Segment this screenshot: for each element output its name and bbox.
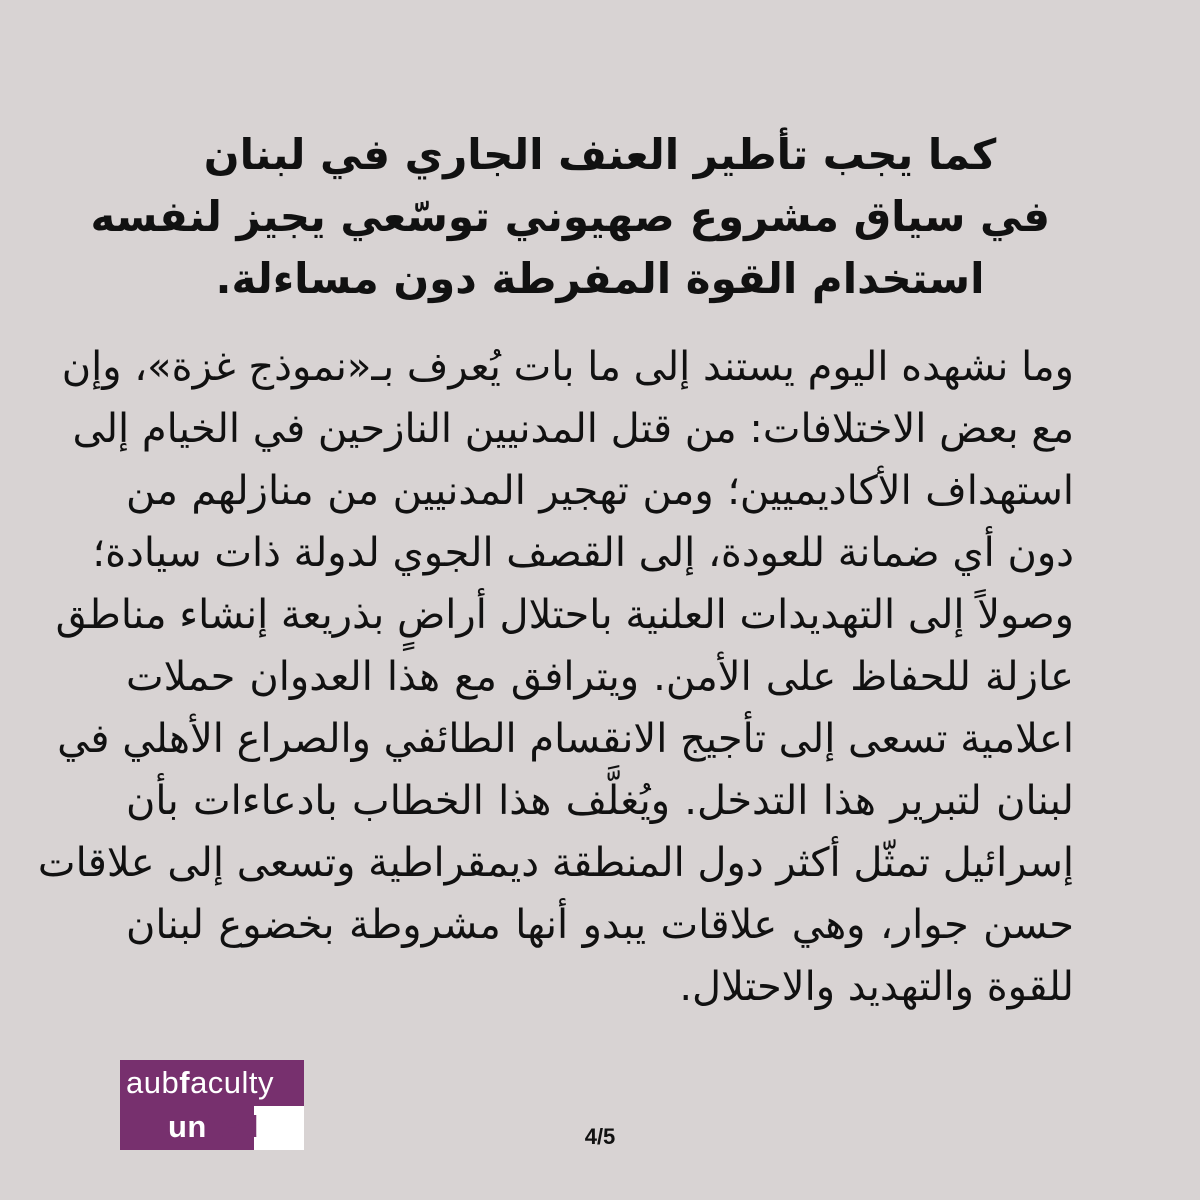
- heading-line: في سياق مشروع صهيوني توسّعي يجيز لنفسه: [90, 192, 1050, 241]
- body-line: دون أي ضمانة للعودة، إلى القصف الجوي لدولة ذات سيادة؛: [92, 530, 1074, 576]
- page-number: 4/5: [584, 1124, 616, 1149]
- body-line: إسرائيل تمثّل أكثر دول المنطقة ديمقراطية وتسعى إلى علاقات: [37, 840, 1074, 886]
- heading-line: استخدام القوة المفرطة دون مساءلة.: [215, 254, 985, 303]
- logo-text-ited: ited: [206, 1109, 259, 1144]
- body-line: استهداف الأكاديميين؛ ومن تهجير المدنيين من منازلهم من: [126, 468, 1074, 514]
- body-line: حسن جوار، وهي علاقات يبدو أنها مشروطة بخضوع لبنان: [126, 902, 1074, 948]
- body-line: مع بعض الاختلافات: من قتل المدنيين النازحين في الخيام إلى: [72, 406, 1074, 452]
- body-line: وما نشهده اليوم يستند إلى ما بات يُعرف بـ«نموذج غزة»، وإن: [61, 344, 1074, 390]
- body-paragraph: [37, 336, 1074, 1018]
- logo-text-line1: [126, 1064, 274, 1102]
- logo-text-aculty: aculty: [190, 1065, 275, 1100]
- logo-text-line2: [168, 1108, 259, 1146]
- logo-block-bottom-right: [254, 1106, 304, 1150]
- aub-faculty-united-logo: [120, 1060, 304, 1150]
- body-line: عازلة للحفاظ على الأمن. ويترافق مع هذا العدوان حملات: [126, 654, 1074, 700]
- body-line: لبنان لتبرير هذا التدخل. ويُغلَّف هذا الخطاب بادعاءات بأن: [126, 778, 1074, 824]
- heading-line: كما يجب تأطير العنف الجاري في لبنان: [203, 130, 997, 179]
- heading: [90, 124, 1050, 310]
- body-line: اعلامية تسعى إلى تأجيج الانقسام الطائفي والصراع الأهلي في: [57, 716, 1074, 762]
- body-line: وصولاً إلى التهديدات العلنية باحتلال أراضٍ بذريعة إنشاء مناطق: [55, 592, 1074, 638]
- logo-text-aub: aub: [126, 1065, 180, 1100]
- logo-text-un: un: [168, 1109, 207, 1144]
- logo-text-f: f: [179, 1065, 191, 1100]
- body-line: للقوة والتهديد والاحتلال.: [679, 964, 1074, 1010]
